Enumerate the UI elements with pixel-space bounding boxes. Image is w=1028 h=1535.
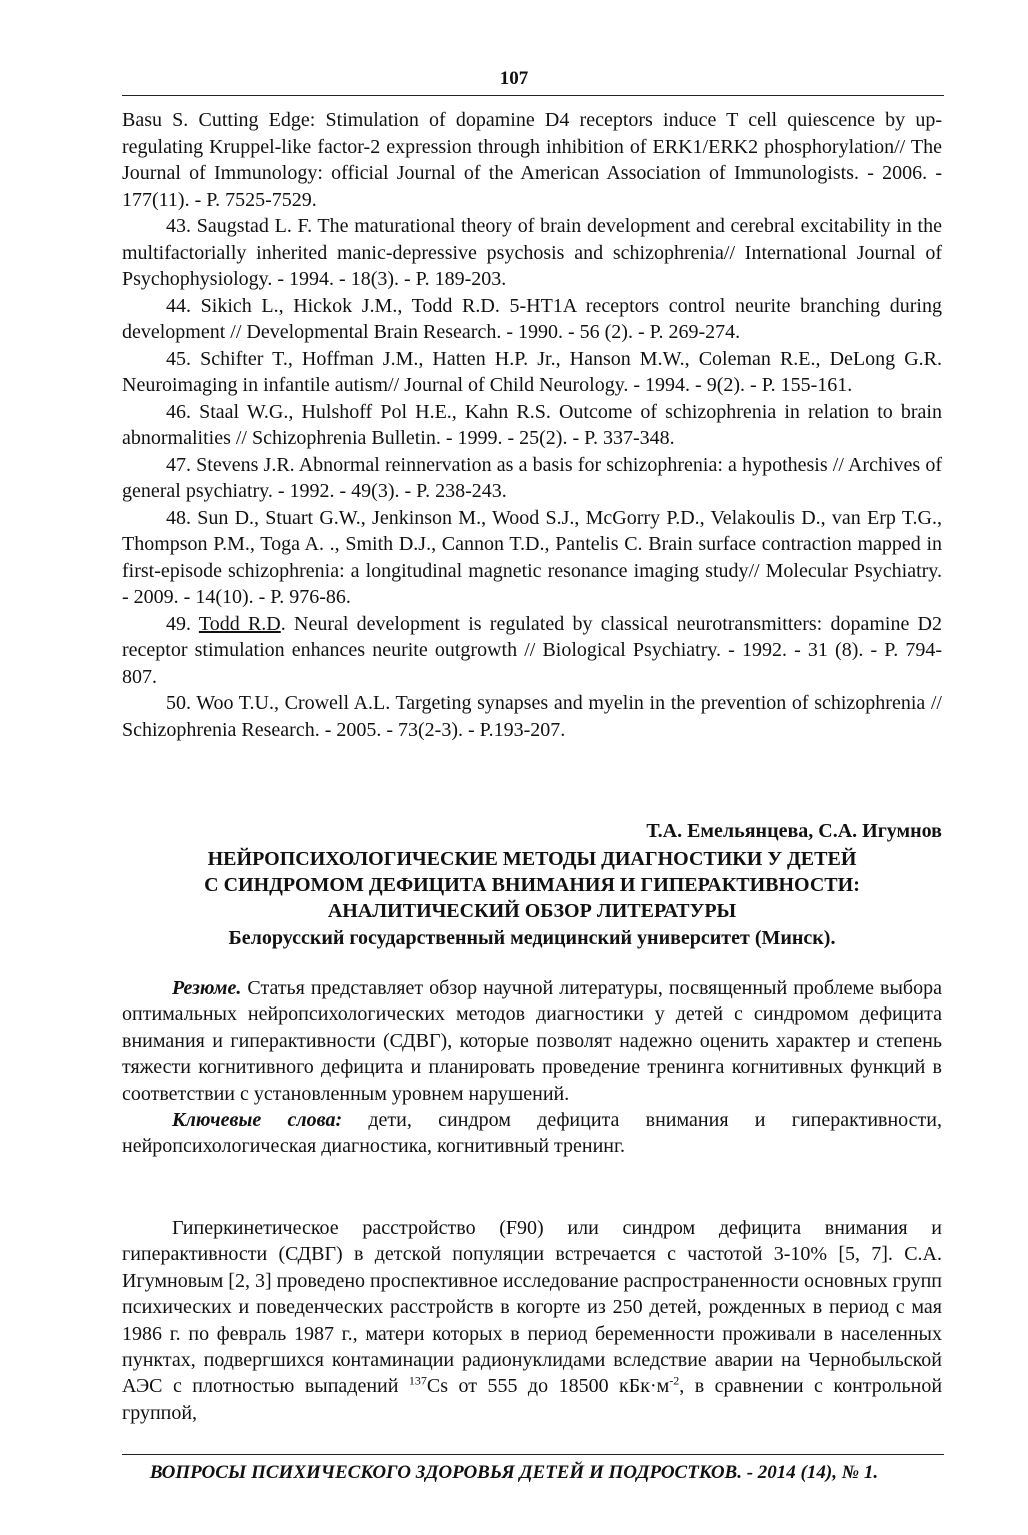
article-title-line: С СИНДРОМОМ ДЕФИЦИТА ВНИМАНИЯ И ГИПЕРАКТИВНОСТИ: [204,874,860,896]
header-rule [122,95,944,96]
reference-item: Basu S. Cutting Edge: Stimulation of dopamine D4 receptors induce T cell quiescence by up-regulating Kruppel-like factor-2 expression through inhibition of ERK1/ERK2 phosphorylation// The Journal of Immunology: official Journal of the American Association of Immunologists. - 2006. - 177(11). - P. 7525-7529. [122,109,942,211]
abstract-paragraph [122,975,942,1107]
abstract-label: Резюме. [172,977,242,999]
reference-item: 46. Staal W.G., Hulshoff Pol H.E., Kahn R.S. Outcome of schizophrenia in relation to brain abnormalities // Schizophrenia Bulletin. - 1999. - 25(2). - P. 337-348. [122,400,942,449]
article-authors: Т.А. Емельянцева, С.А. Игумнов [646,820,942,842]
superscript: -2 [669,1373,680,1388]
reference-item [122,611,942,691]
reference-item: 48. Sun D., Stuart G.W., Jenkinson M., Wood S.J., McGorry P.D., Velakoulis D., van Erp T.G., Thompson P.M., Toga A. ., Smith D.J., Cannon T.D., Pantelis C. Brain surface contraction mapped in first-episode schizophrenia: a longitudinal magnetic resonance imaging study// Molecular Psychiatry. - 2009. - 14(10). - P. 976-86. [122,506,942,608]
journal-footer: ВОПРОСЫ ПСИХИЧЕСКОГО ЗДОРОВЬЯ ДЕТЕЙ И ПОДРОСТКОВ. - 2014 (14), № 1. [149,1462,879,1483]
abstract-text: Статья представляет обзор научной литературы, посвященный проблеме выбора оптимальных нейропсихологических методов диагностики у детей с синдромом дефицита внимания и гиперактивности (СДВГ), которые позволят надежно оценить характер и степень тяжести когнитивного дефицита и планировать проведение тренинга когнитивных функций в соответствии с установленным уровнем нарушений. [122,977,942,1105]
article-title-line: АНАЛИТИЧЕСКИЙ ОБЗОР ЛИТЕРАТУРЫ [327,900,737,922]
reference-item: 47. Stevens J.R. Abnormal reinnervation as a basis for schizophrenia: a hypothesis // Archives of general psychiatry. - 1992. - 49(3). - P. 238-243. [122,453,942,502]
reference-author-link[interactable]: Todd R.D [198,612,281,635]
body-section [122,1215,942,1426]
body-text-part: Cs от 555 до 18500 кБк·м [426,1375,670,1398]
body-paragraph [122,1215,942,1426]
footer-rule [122,1454,944,1455]
keywords-paragraph [122,1107,942,1160]
superscript: 137 [408,1373,427,1388]
reference-item: 44. Sikich L., Hickok J.M., Todd R.D. 5-HT1A receptors control neurite branching during development // Developmental Brain Research. - 1990. - 56 (2). - P. 269-274. [122,294,942,343]
reference-item: 45. Schifter T., Hoffman J.M., Hatten H.P. Jr., Hanson M.W., Coleman R.E., DeLong G.R. Neuroimaging in infantile autism// Journal of Child Neurology. - 1994. - 9(2). - P. 155-161. [122,347,942,396]
article-affiliation: Белорусский государственный медицинский университет (Минск). [228,927,836,949]
body-text-part: Гиперкинетическое расстройство (F90) или синдром дефицита внимания и гиперактивности (СДВГ) в детской популяции встречается с частотой 3-10% [5, 7]. С.А. Игумновым [2, 3] проведено проспективное исследование распространенности основных групп психических и поведенческих расстройств в когорте из 250 детей, рожденных в период с мая 1986 г. по февраль 1987 г., матери которых в период беременности проживали в населенных пунктах, подвергшихся контаминации радионуклидами вследствие аварии на Чернобыльской АЭС с плотностью выпадений [122,1217,942,1398]
reference-item: 43. Saugstad L. F. The maturational theory of brain development and cerebral excitability in the multifactorially inherited manic-depressive psychosis and schizophrenia// International Journal of Psychophysiology. - 1994. - 18(3). - P. 189-203. [122,215,942,290]
reference-list [122,107,942,743]
abstract-section [122,975,942,1160]
reference-number: 49. [166,612,199,635]
body-text-part: , в сравнении с контрольной группой, [122,1375,943,1424]
page-number: 107 [499,68,529,89]
reference-text: . Neural development is regulated by classical neurotransmitters: dopamine D2 receptor stimulation enhances neurite outgrowth // Biological Psychiatry. - 1992. - 31 (8). - P. 794-807. [122,612,943,688]
keywords-label: Ключевые слова: [172,1109,343,1132]
article-title-line: НЕЙРОПСИХОЛОГИЧЕСКИЕ МЕТОДЫ ДИАГНОСТИКИ У ДЕТЕЙ [207,848,857,870]
keywords-text: дети, синдром дефицита внимания и гиперактивности, нейропсихологическая диагностика, когнитивный тренинг. [122,1109,942,1158]
article-title [122,846,942,924]
reference-item: 50. Woo T.U., Crowell A.L. Targeting synapses and myelin in the prevention of schizophrenia // Schizophrenia Research. - 2005. - 73(2-3). - P.193-207. [122,692,942,741]
